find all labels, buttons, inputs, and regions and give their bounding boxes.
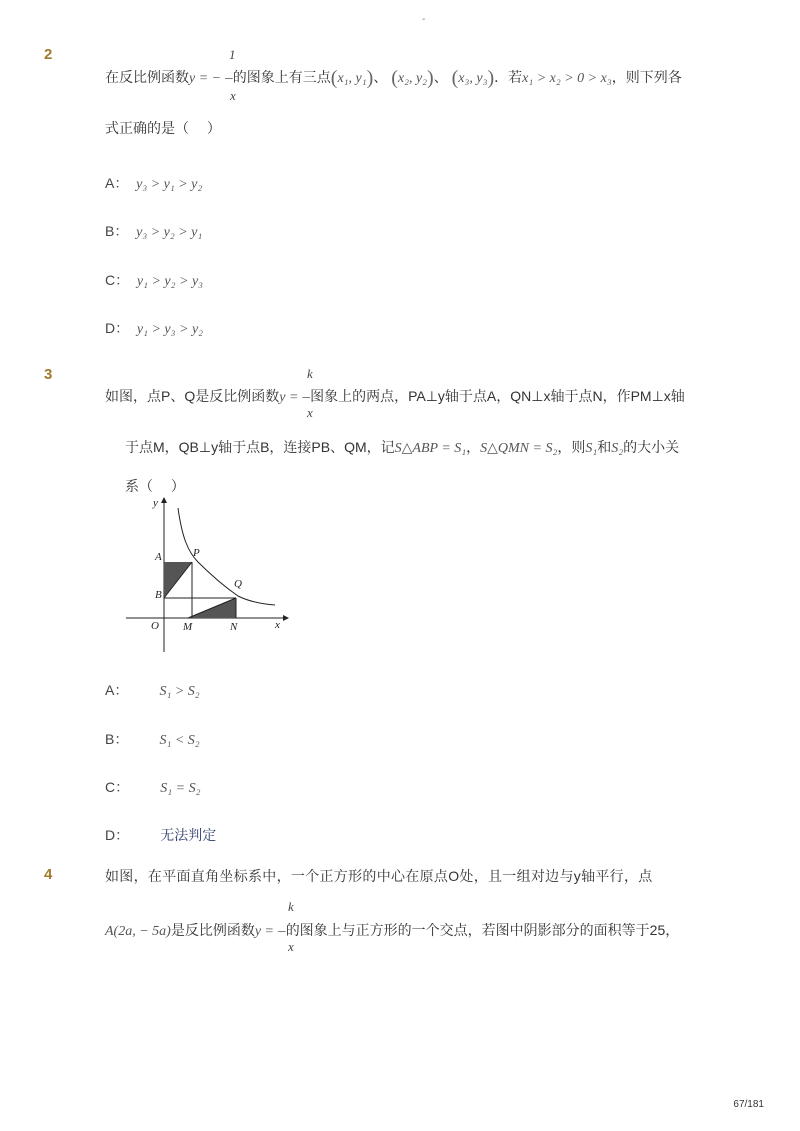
point-a: A(2a, − 5a) — [105, 924, 171, 939]
label-x: x — [275, 619, 280, 631]
option-b[interactable] — [105, 729, 200, 751]
hyperbola-figure — [120, 492, 295, 657]
question-text-line: 系（ ） — [125, 478, 185, 494]
fraction-denominator: x — [307, 405, 313, 420]
option-expr: y₁ > y₃ > y₂ — [136, 322, 204, 337]
question-text-line — [105, 386, 685, 408]
question-text-line: 在反比例函数y = − –的图象上有三点(x₁, y₁)、 (x₂, y₂)、 (x₃, y₃)．若x₁ > x₂ > 0 > x₃，则下列各 — [105, 67, 682, 89]
text: 的图象上与正方形的一个交点，若图中阴影部分的面积等于25， — [285, 922, 680, 938]
option-a[interactable] — [105, 680, 200, 702]
math-expr: y = — [254, 924, 274, 939]
option-c[interactable] — [105, 270, 203, 292]
fraction-bar: – — [277, 922, 286, 938]
option-label: C： — [105, 272, 130, 288]
label-b: B — [155, 589, 162, 601]
text: ，则下列各 — [611, 69, 682, 85]
option-expr: 无法判定 — [160, 827, 217, 843]
text: 是反比例函数 — [170, 922, 255, 938]
point-2: x₂, y₂ — [397, 71, 428, 86]
option-d[interactable] — [105, 825, 216, 845]
label-y: y — [153, 497, 158, 509]
fraction-denominator: x — [230, 88, 236, 103]
option-label: A： — [105, 682, 129, 698]
option-expr: y₃ > y₂ > y₁ — [136, 225, 203, 240]
text: 的大小关 — [623, 439, 680, 455]
option-expr: S₁ > S₂ — [159, 684, 200, 699]
text: ，则 — [557, 439, 586, 455]
label-n: N — [230, 621, 238, 633]
question-text-line — [125, 437, 679, 459]
option-b[interactable] — [105, 221, 202, 243]
text: 的图象上有三点 — [232, 69, 331, 85]
fraction-bar: – — [225, 69, 233, 85]
text: 图象上的两点，PA⊥y轴于点A，QN⊥x轴于点N，作PM⊥x轴 — [310, 388, 685, 404]
text: ， — [466, 439, 481, 455]
option-expr: y₁ > y₂ > y₃ — [136, 274, 204, 289]
option-label: D： — [105, 320, 130, 336]
s2-expr: S△QMN = S₂ — [480, 441, 558, 456]
text: 和 — [597, 439, 612, 455]
math-expr: y = — [279, 390, 299, 405]
text: 于点M，QB⊥y轴于点B，连接PB、QM，记 — [125, 439, 395, 455]
label-m: M — [183, 621, 193, 633]
fraction-bar: – — [302, 388, 311, 404]
fraction-numerator: k — [288, 899, 294, 914]
question-text-line: 式正确的是（ ） — [105, 120, 221, 136]
question-text-line — [105, 920, 679, 942]
point-1: x₁, y₁ — [337, 71, 367, 86]
fraction-numerator: 1 — [229, 47, 236, 62]
option-expr: y₃ > y₁ > y₂ — [136, 177, 203, 192]
question-number: 2 — [44, 46, 53, 63]
option-expr: S₁ < S₂ — [159, 733, 200, 748]
page-number: 67/181 — [733, 1099, 764, 1110]
option-label: B： — [105, 223, 129, 239]
question-text-line: 如图，在平面直角坐标系中，一个正方形的中心在原点O处，且一组对边与y轴平行，点 — [105, 868, 653, 884]
option-d[interactable] — [105, 318, 203, 340]
fraction-numerator: k — [307, 366, 313, 381]
option-c[interactable] — [105, 777, 200, 799]
option-label: D： — [105, 827, 130, 843]
question-number: 3 — [44, 366, 53, 383]
option-label: B： — [105, 731, 129, 747]
point-3: x₃, y₃ — [458, 71, 488, 86]
math-expr: y = − — [189, 71, 222, 86]
header-mark: - — [422, 14, 426, 25]
fraction-denominator: x — [288, 939, 294, 954]
separator: 、 — [433, 69, 448, 85]
s1-expr: S△ABP = S₁ — [394, 441, 467, 456]
label-o: O — [151, 620, 159, 632]
s2: S₂ — [611, 441, 624, 456]
condition-expr: x₁ > x₂ > 0 > x₃ — [522, 71, 612, 86]
label-q: Q — [234, 578, 242, 590]
option-label: C： — [105, 779, 130, 795]
option-expr: S₁ = S₂ — [160, 781, 201, 796]
text: 如图，点P、Q是反比例函数 — [105, 388, 280, 404]
s1: S₁ — [585, 441, 598, 456]
text: 在反比例函数 — [105, 69, 189, 85]
question-number: 4 — [44, 866, 53, 883]
label-a: A — [155, 551, 162, 563]
label-p: P — [193, 547, 200, 559]
text: ．若 — [494, 69, 523, 85]
option-a[interactable] — [105, 173, 202, 195]
option-label: A： — [105, 175, 129, 191]
separator: 、 — [373, 69, 388, 85]
